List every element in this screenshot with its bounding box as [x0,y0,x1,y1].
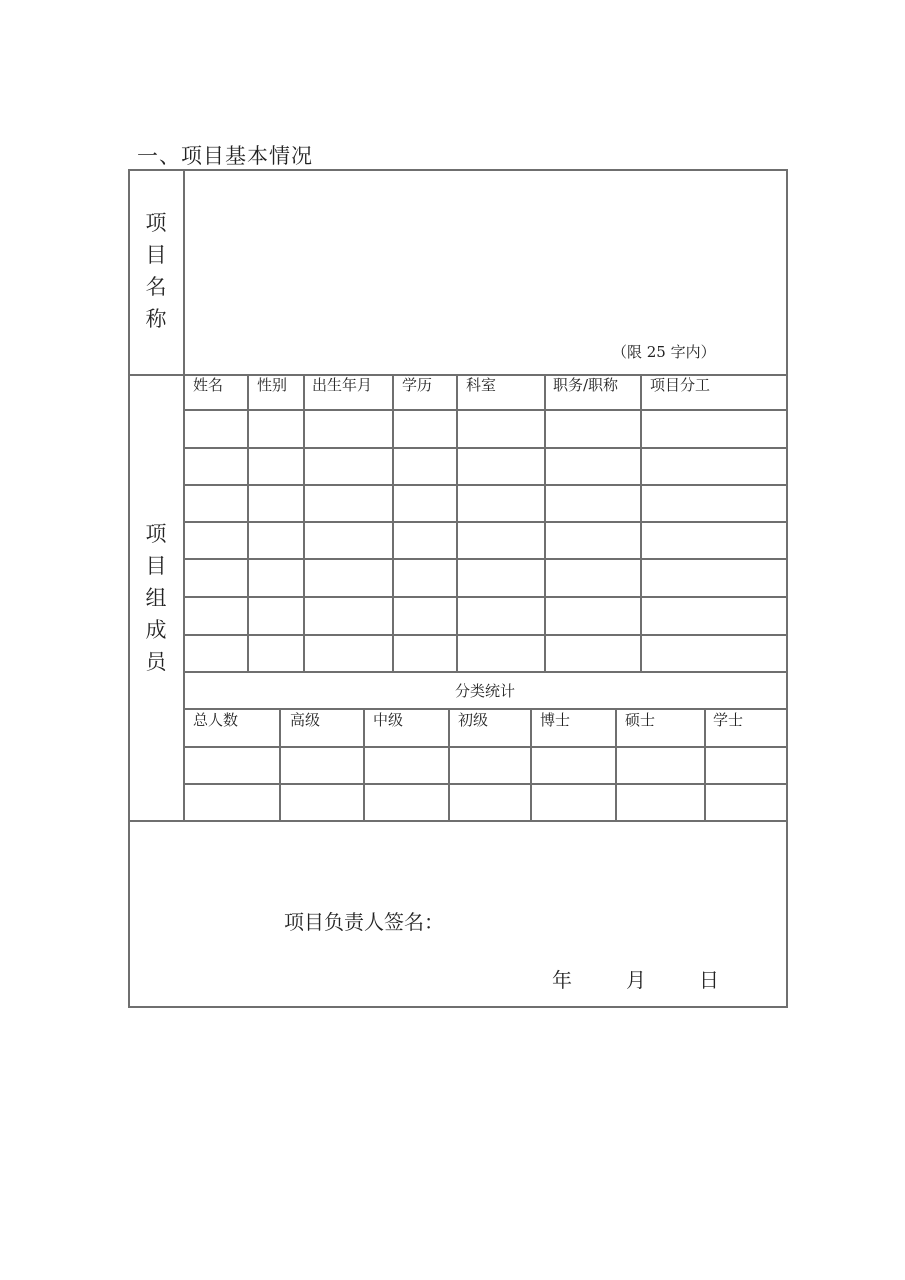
col-header-birth: 出生年月 [312,376,373,394]
col-header-name: 姓名 [193,376,224,394]
stats-header-bachelor: 学士 [713,711,744,729]
col-header-gender: 性别 [257,376,288,394]
signature-month: 月 [626,968,646,992]
stats-title: 分类统计 [454,682,515,700]
members-label: 项 目 组 成 员 [145,522,167,674]
project-name-limit-note: （限 25 字内） [612,343,716,361]
signature-year: 年 [552,968,572,992]
project-name-field[interactable] [186,172,784,332]
stats-header-doctor: 博士 [540,711,571,729]
stats-header-total: 总人数 [193,711,239,729]
stats-header-senior: 高级 [290,711,321,729]
stats-header-junior: 初级 [458,711,489,729]
col-header-education: 学历 [402,376,433,394]
section-title: 一、项目基本情况 [137,144,313,168]
stats-header-master: 硕士 [625,711,656,729]
signature-day: 日 [699,968,719,992]
col-header-role: 项目分工 [650,376,711,394]
signature-label: 项目负责人签名： [284,910,444,934]
stats-header-intermediate: 中级 [373,711,404,729]
col-header-department: 科室 [466,376,497,394]
project-name-label: 项 目 名 称 [145,211,167,331]
col-header-title: 职务/职称 [553,376,619,394]
